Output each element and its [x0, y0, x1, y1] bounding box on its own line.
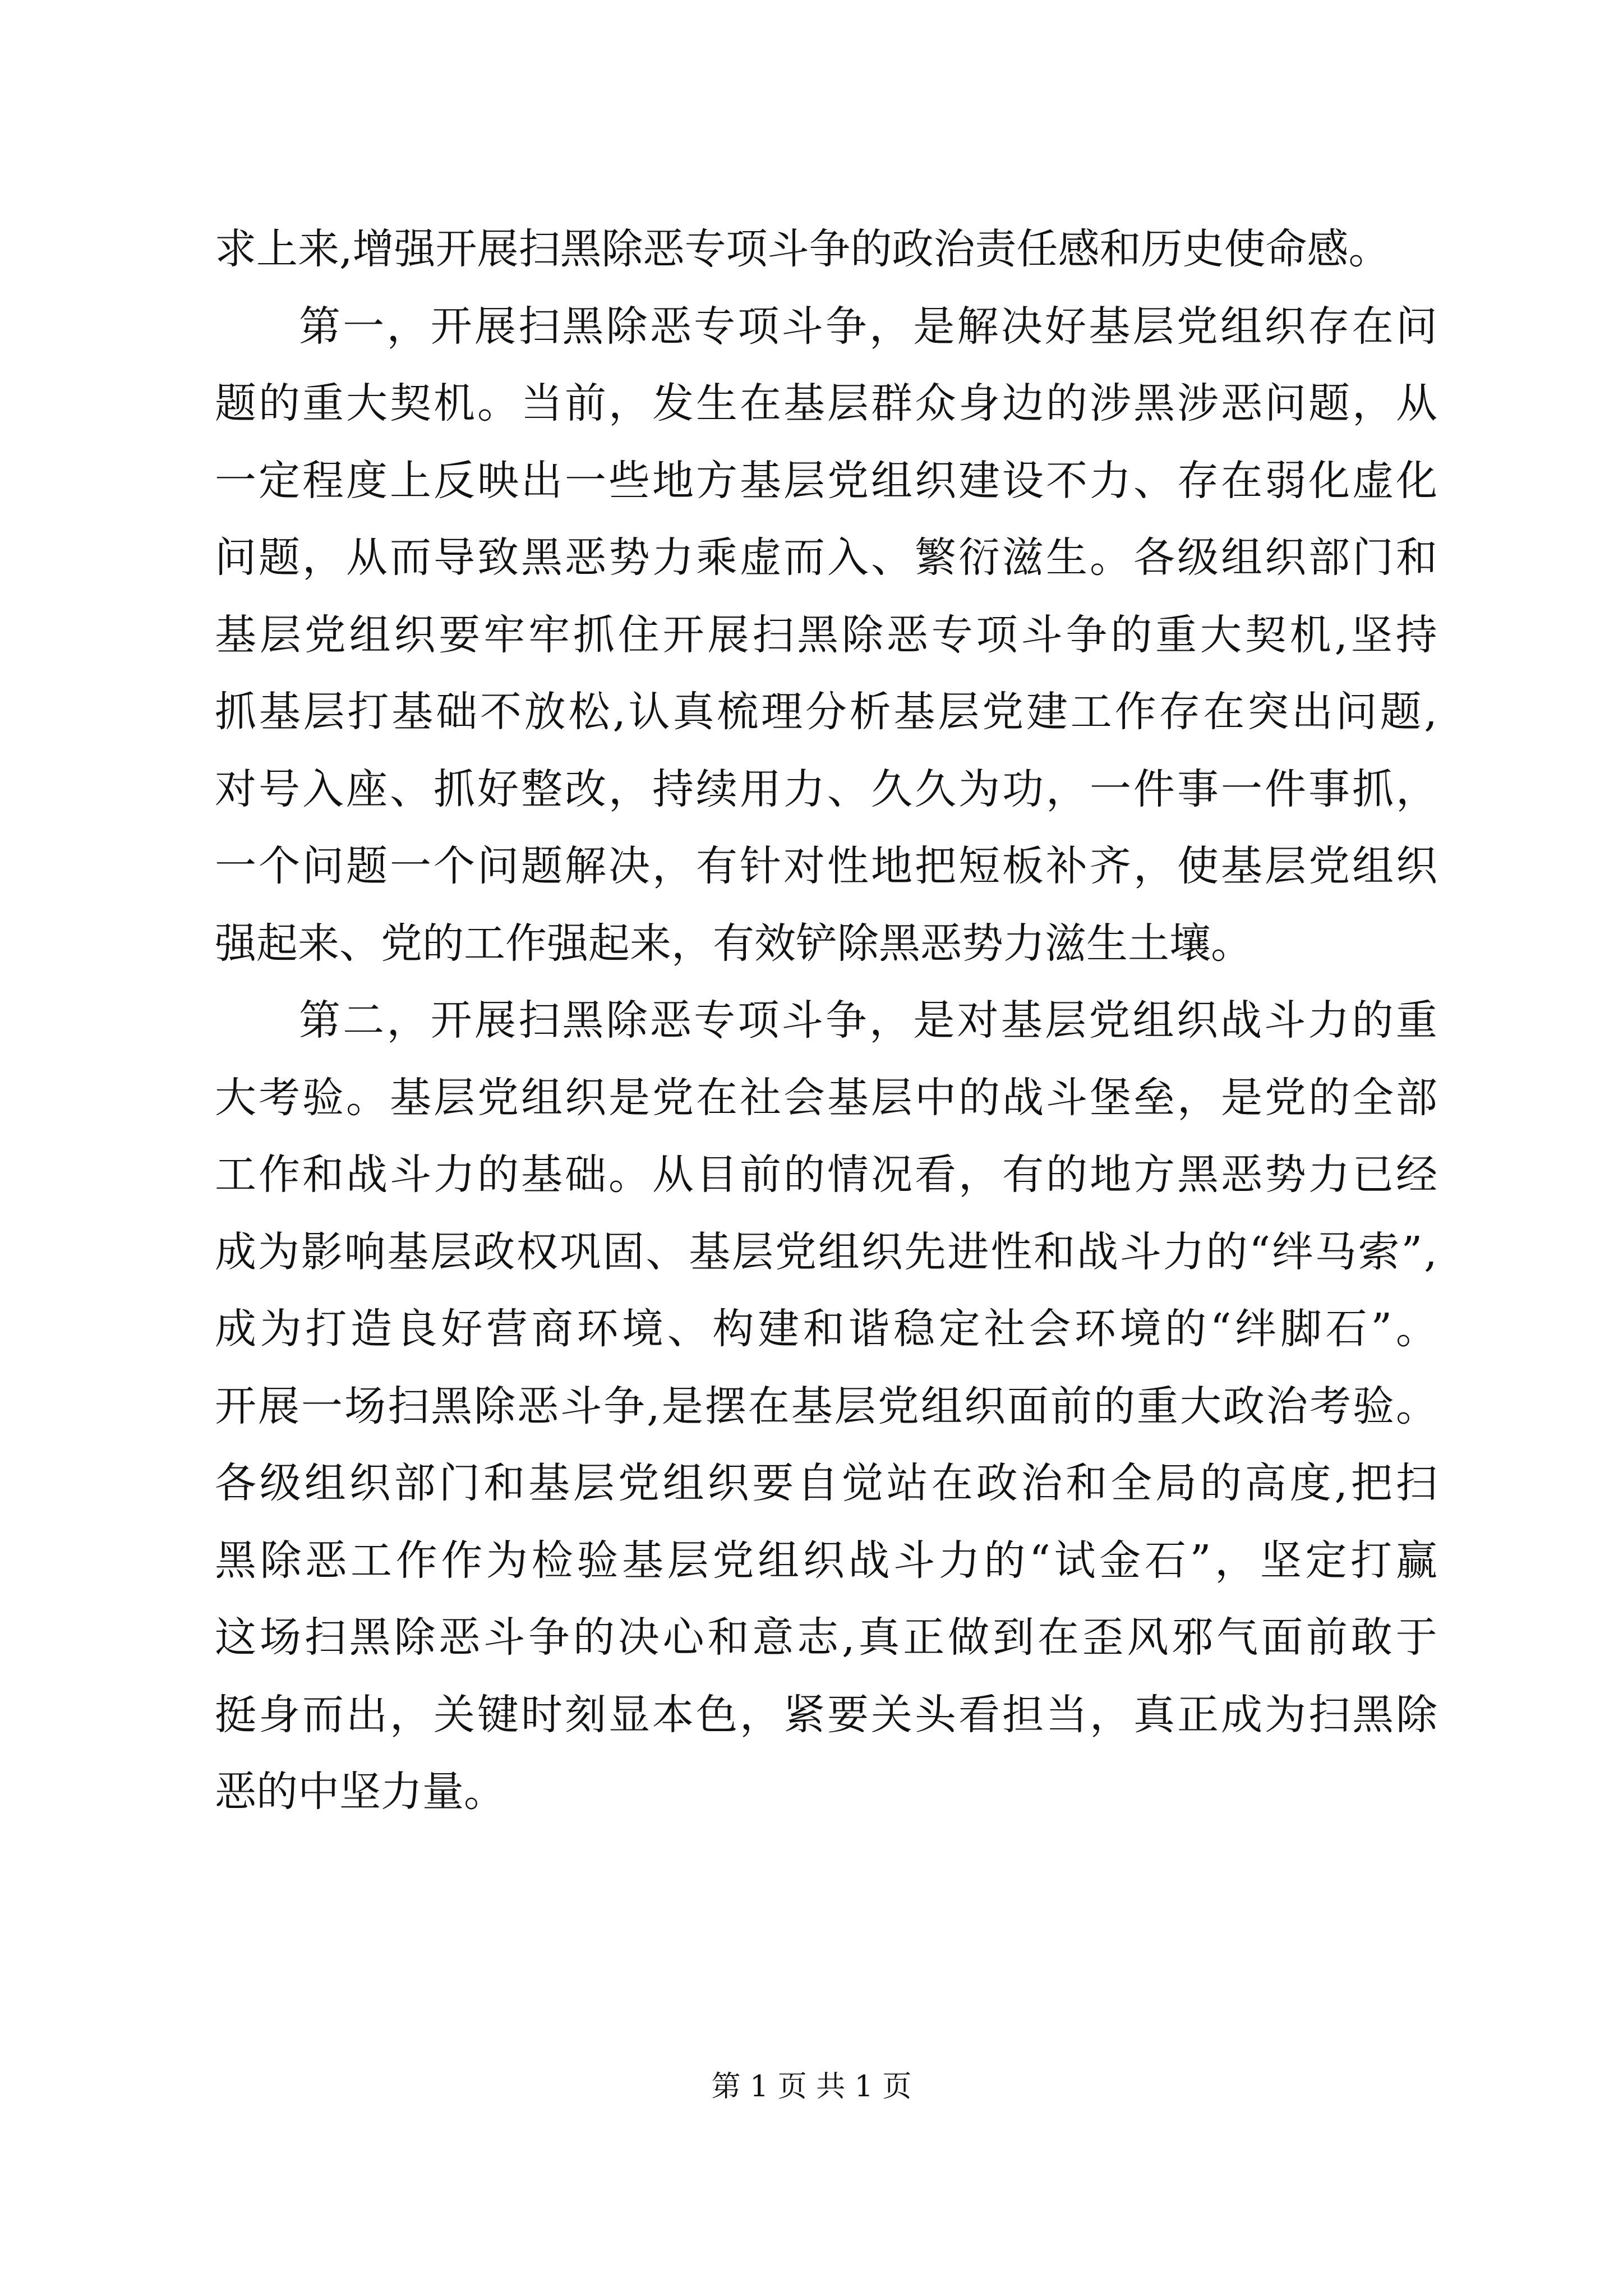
text-line: 挺 身 而 出 ， 关 键 时 刻 显 本 色 ， 紧 要 关 头 看 担 当 ， 真 正 成 为 扫 黑 除 [215, 1690, 1437, 1739]
text-line: 恶的中坚力量。 [215, 1768, 505, 1816]
page-footer: 第 1 页 共 1 页 [711, 2070, 912, 2104]
text-line: 开 展 一 场 扫 黑 除 恶 斗 争 , 是 摆 在 基 层 党 组 织 面 前 的 重 大 政 治 考 验 。 [215, 1382, 1437, 1430]
text-line: 题 的 重 大 契 机 。 当 前 ， 发 生 在 基 层 群 众 身 边 的 涉 黑 涉 恶 问 题 ， 从 [215, 379, 1437, 427]
text-line: 各 级 组 织 部 门 和 基 层 党 组 织 要 自 觉 站 在 政 治 和 全 局 的 高 度 , 把 扫 [215, 1459, 1437, 1507]
text-line: 这 场 扫 黑 除 恶 斗 争 的 决 心 和 意 志 , 真 正 做 到 在 歪 风 邪 气 面 前 敢 于 [215, 1613, 1437, 1662]
text-line: 成 为 影 响 基 层 政 权 巩 固 、 基 层 党 组 织 先 进 性 和 战 斗 力 的 “ 绊 马 索 ” , [215, 1227, 1437, 1276]
text-line: 基 层 党 组 织 要 牢 牢 抓 住 开 展 扫 黑 除 恶 专 项 斗 争 的 重 大 契 机 , 坚 持 [215, 610, 1437, 659]
text-line: 工 作 和 战 斗 力 的 基 础 。 从 目 前 的 情 况 看 ， 有 的 地 方 黑 恶 势 力 已 经 [215, 1151, 1437, 1199]
text-line: 对 号 入 座 、 抓 好 整 改 ， 持 续 用 力 、 久 久 为 功 ， 一 件 事 一 件 事 抓 ， [215, 765, 1437, 813]
text-line: 黑 除 恶 工 作 作 为 检 验 基 层 党 组 织 战 斗 力 的 “ 试 金 石 ” ， 坚 定 打 赢 [215, 1536, 1437, 1585]
text-line: 大 考 验 。 基 层 党 组 织 是 党 在 社 会 基 层 中 的 战 斗 堡 垒 ， 是 党 的 全 部 [215, 1073, 1437, 1122]
text-line: 第 二 ， 开 展 扫 黑 除 恶 专 项 斗 争 ， 是 对 基 层 党 组 织 战 斗 力 的 重 [299, 996, 1437, 1045]
text-line: 成 为 打 造 良 好 营 商 环 境 、 构 建 和 谐 稳 定 社 会 环 境 的 “ 绊 脚 石 ” 。 [215, 1305, 1437, 1353]
document-body [215, 211, 1437, 1831]
text-line: 求上来,增强开展扫黑除恶专项斗争的政治责任感和历史使命感。 [215, 225, 1390, 273]
text-line: 问 题 ， 从 而 导 致 黑 恶 势 力 乘 虚 而 入 、 繁 衍 滋 生 。 各 级 组 织 部 门 和 [215, 533, 1437, 582]
text-line: 一 定 程 度 上 反 映 出 一 些 地 方 基 层 党 组 织 建 设 不 力 、 存 在 弱 化 虚 化 [215, 456, 1437, 505]
text-line: 一 个 问 题 一 个 问 题 解 决 ， 有 针 对 性 地 把 短 板 补 齐 ， 使 基 层 党 组 织 [215, 842, 1437, 890]
text-line: 第 一 ， 开 展 扫 黑 除 恶 专 项 斗 争 ， 是 解 决 好 基 层 党 组 织 存 在 问 [299, 302, 1437, 351]
text-line: 抓 基 层 打 基 础 不 放 松 , 认 真 梳 理 分 析 基 层 党 建 工 作 存 在 突 出 问 题 , [215, 688, 1437, 736]
text-line: 强起来、党的工作强起来，有效铲除黑恶势力滋生土壤。 [215, 919, 1252, 968]
